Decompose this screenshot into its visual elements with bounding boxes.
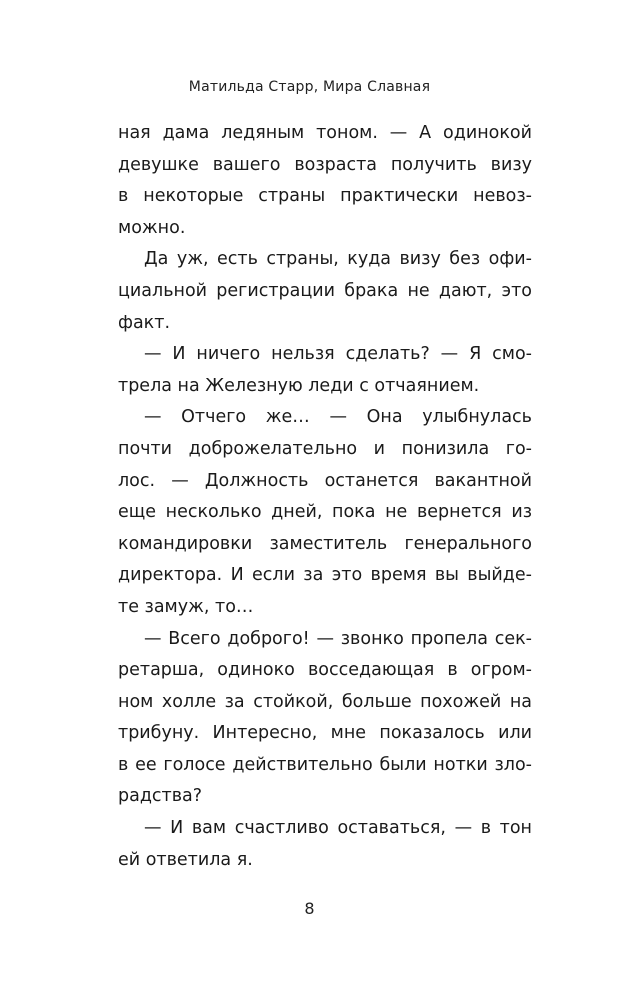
text-line: трибуну. Интересно, мне показалось или [118, 723, 532, 744]
text-line: — Всего доброго! — звонко пропела сек- [144, 628, 532, 649]
page-number: 8 [304, 899, 315, 918]
text-line: директора. И если за это время вы выйде- [118, 565, 532, 586]
text-line: ном холле за стойкой, больше похожей на [118, 691, 532, 712]
body-text [118, 118, 532, 876]
text-line: ей ответила я. [118, 849, 253, 870]
text-line: радства? [118, 786, 203, 807]
text-line: — Отчего же… — Она улыбнулась [144, 407, 532, 428]
text-line: ретарша, одиноко восседающая в огром- [118, 660, 532, 681]
text-line: — И вам счастливо оставаться, — в тон [144, 818, 532, 839]
text-line: еще несколько дней, пока не вернется из [118, 502, 532, 523]
running-header: Матильда Старр, Мира Славная [188, 79, 431, 95]
text-line: лос. — Должность останется вакантной [118, 470, 532, 491]
text-line: циальной регистрации брака не дают, это [118, 280, 532, 301]
text-line: ная дама ледяным тоном. — А одинокой [118, 123, 532, 143]
text-line: — И ничего нельзя сделать? — Я смо- [144, 344, 532, 365]
text-line: Да уж, есть страны, куда визу без офи- [144, 249, 532, 270]
text-line: командировки заместитель генерального [118, 533, 532, 554]
text-line: в некоторые страны практически невоз- [118, 186, 532, 207]
text-line: можно. [118, 217, 186, 238]
text-line: девушке вашего возраста получить визу [118, 154, 532, 175]
text-line: почти доброжелательно и понизила го- [118, 438, 532, 459]
text-line: факт. [118, 312, 171, 333]
text-line: те замуж, то… [118, 596, 254, 617]
text-line: трела на Железную леди с отчаянием. [118, 375, 480, 396]
text-line: в ее голосе действительно были нотки зло- [118, 754, 532, 775]
